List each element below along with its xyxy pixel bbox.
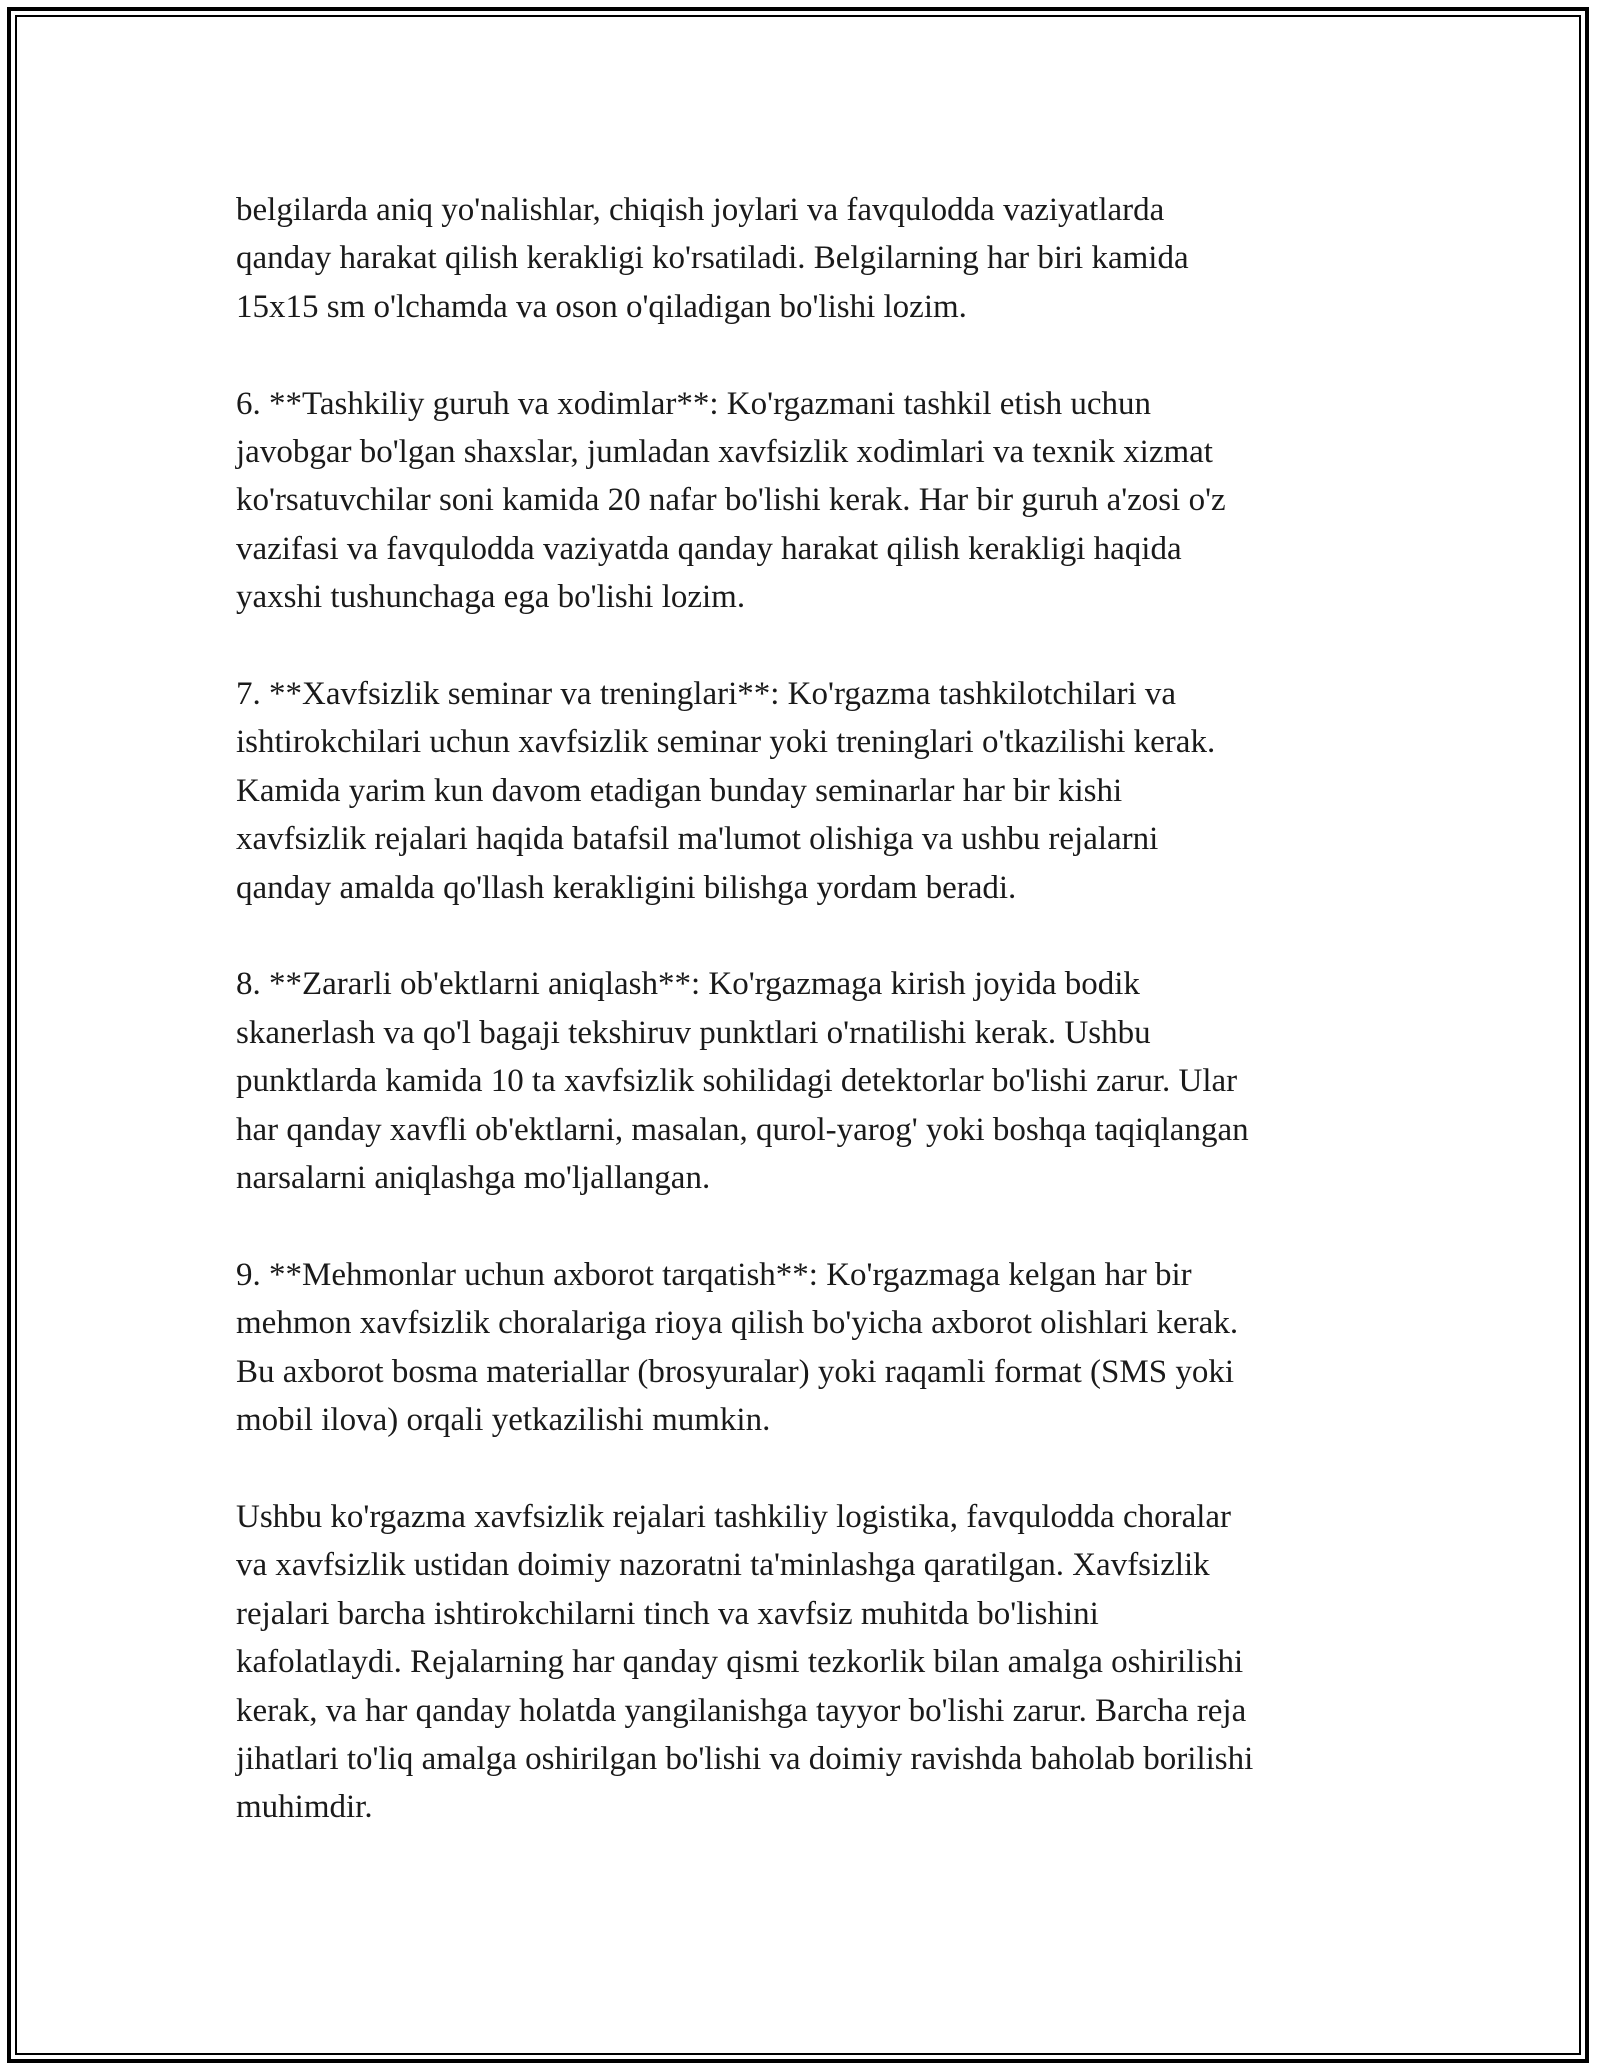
paragraph-signage: belgilarda aniq yo'nalishlar, chiqish joylari va favqulodda vaziyatlarda qanday harakat qilish kerakligi ko'rsatiladi. Belgilarning har biri kamida 15x15 sm o'lchamda va oson o'qiladigan bo'lishi lozim.: [236, 192, 1189, 325]
document-body: [236, 186, 1386, 1880]
paragraph-item-7-seminars: 7. **Xavfsizlik seminar va treninglari**: Ko'rgazma tashkilotchilari va ishtirokchilari uchun xavfsizlik seminar yoki treninglari o'tkazilishi kerak. Kamida yarim kun davom etadigan bunday seminarlar har bir kishi xavfsizlik rejalari haqida batafsil ma'lumot olishiga va ushbu rejalarni qanday amalda qo'llash kerakligini bilishga yordam beradi.: [236, 676, 1216, 906]
paragraph-item-9-information: 9. **Mehmonlar uchun axborot tarqatish**: Ko'rgazmaga kelgan har bir mehmon xavfsizlik choralariga rioya qilish bo'yicha axborot olishlari kerak. Bu axborot bosma materiallar (brosyuralar) yoki raqamli format (SMS yoki mobil ilova) orqali yetkazilishi mumkin.: [236, 1256, 1239, 1439]
paragraph-item-6-staff: 6. **Tashkiliy guruh va xodimlar**: Ko'rgazmani tashkil etish uchun javobgar bo'lgan shaxslar, jumladan xavfsizlik xodimlari va texnik xizmat ko'rsatuvchilar soni kamida 20 nafar bo'lishi kerak. Har bir guruh a'zosi o'z vazifasi va favqulodda vaziyatda qanday harakat qilish kerakligi haqida yaxshi tushunchaga ega bo'lishi lozim.: [236, 385, 1226, 616]
paragraph-conclusion: Ushbu ko'rgazma xavfsizlik rejalari tashkiliy logistika, favqulodda choralar va xavfsizlik ustidan doimiy nazoratni ta'minlashga qaratilgan. Xavfsizlik rejalari barcha ishtirokchilarni tinch va xavfsiz muhitda bo'lishini kafolatlaydi. Rejalarning har qanday qismi tezkorlik bilan amalga oshirilishi kerak, va har qanday holatda yangilanishga tayyor bo'lishi zarur. Barcha reja jihatlari to'liq amalga oshirilgan bo'lishi va doimiy ravishda baholab borilishi muhimdir.: [236, 1498, 1254, 1826]
paragraph-item-8-detection: 8. **Zararli ob'ektlarni aniqlash**: Ko'rgazmaga kirish joyida bodik skanerlash va qo'l bagaji tekshiruv punktlari o'rnatilishi kerak. Ushbu punktlarda kamida 10 ta xavfsizlik sohilidagi detektorlar bo'lishi zarur. Ular har qanday xavfli ob'ektlarni, masalan, qurol-yarog' yoki boshqa taqiqlangan narsalarni aniqlashga mo'ljallangan.: [236, 966, 1249, 1197]
